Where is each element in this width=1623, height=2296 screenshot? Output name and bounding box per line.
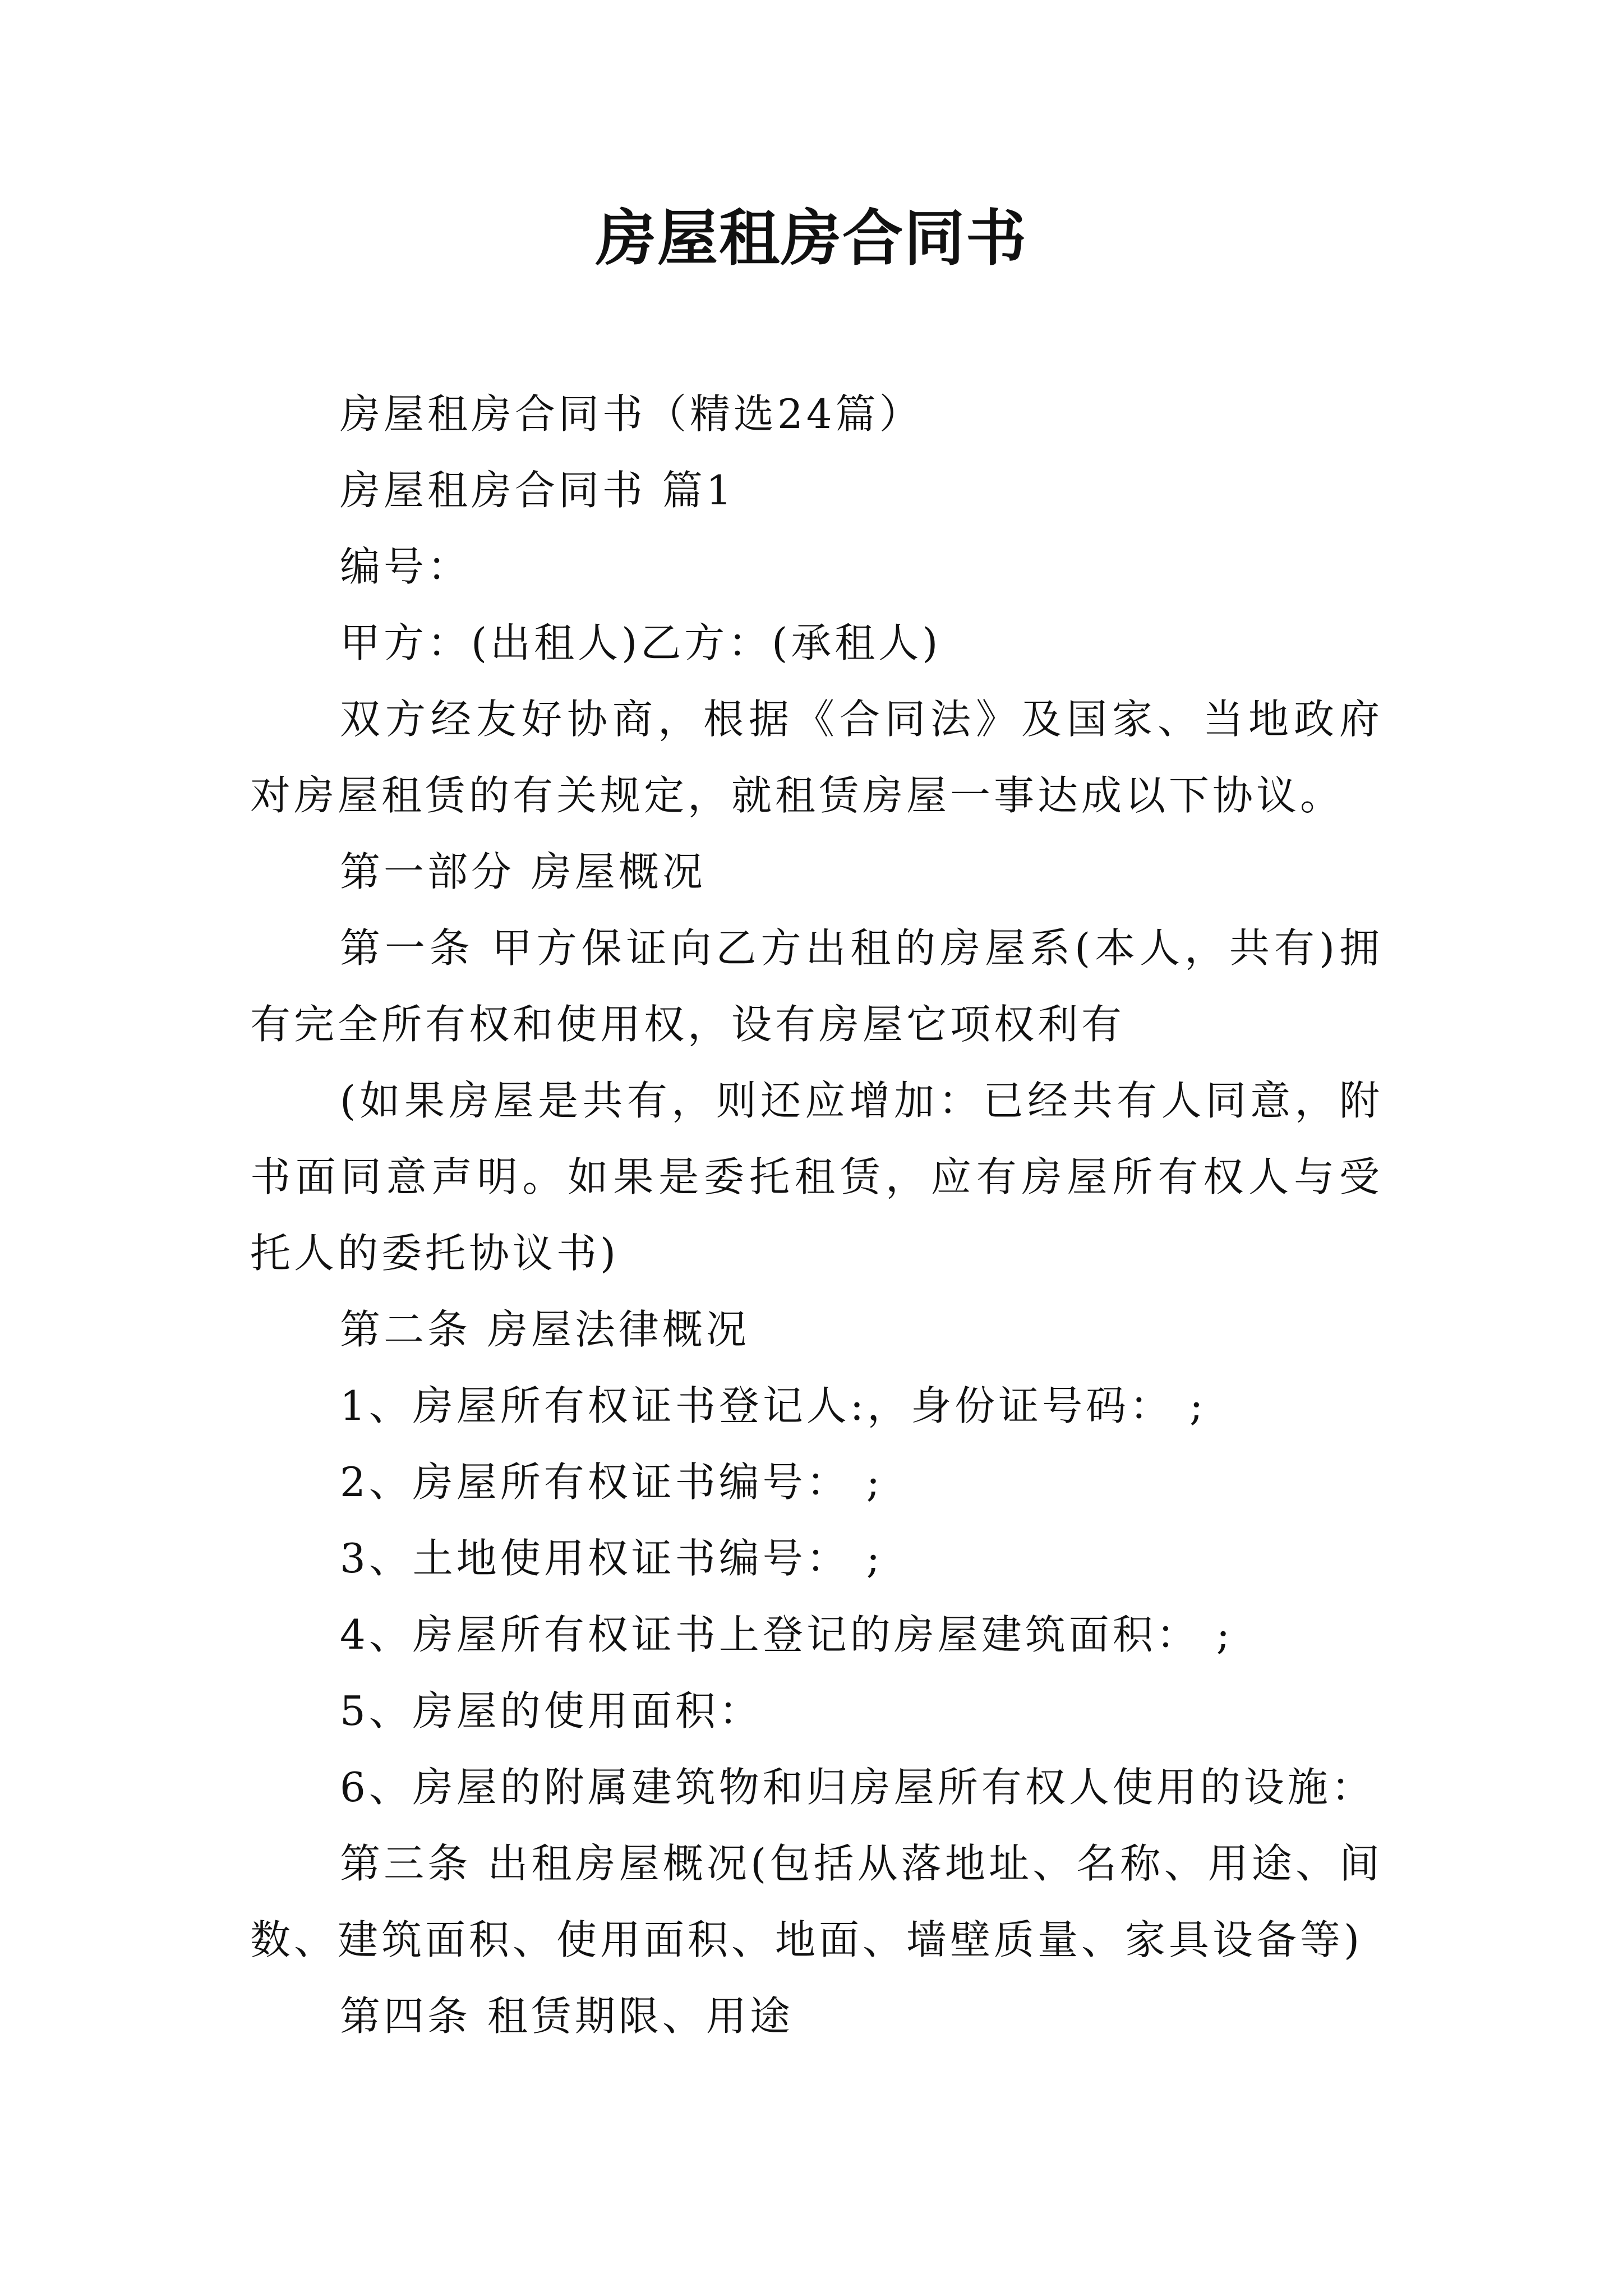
list-item: 3、土地使用权证书编号： ; <box>340 1535 883 1582</box>
subtitle-paragraph: 房屋租房合同书（精选24篇） <box>340 390 923 438</box>
part-heading: 第一部分 房屋概况 <box>340 848 706 895</box>
article-four-heading: 第四条 租赁期限、用途 <box>340 1993 794 2040</box>
article-one: 第一条 甲方保证向乙方出租的房屋系(本人，共有)拥有完全所有权和使用权，设有房屋它项权利有 <box>250 924 1383 1048</box>
list-item: 1、房屋所有权证书登记人:，身份证号码： ; <box>340 1382 1207 1429</box>
list-item: 5、房屋的使用面积： <box>340 1687 763 1734</box>
article-one-note: (如果房屋是共有，则还应增加：已经共有人同意，附书面同意声明。如果是委托租赁，应有房屋所有权人与受托人的委托协议书) <box>250 1077 1383 1277</box>
article-two-heading: 第二条 房屋法律概况 <box>340 1306 750 1353</box>
preamble-paragraph: 双方经友好协商，根据《合同法》及国家、当地政府对房屋租赁的有关规定，就租赁房屋一事达成以下协议。 <box>250 696 1383 819</box>
document-body <box>250 376 1383 2054</box>
article-three: 第三条 出租房屋概况(包括从落地址、名称、用途、间数、建筑面积、使用面积、地面、墙壁质量、家具设备等) <box>250 1840 1383 1963</box>
list-item: 2、房屋所有权证书编号： ; <box>340 1458 883 1506</box>
parties-line: 甲方：(出租人)乙方：(承租人) <box>340 619 942 666</box>
list-item: 4、房屋所有权证书上登记的房屋建筑面积： ; <box>340 1611 1233 1658</box>
section-heading: 房屋租房合同书 篇1 <box>340 467 735 514</box>
document-title: 房屋租房合同书 <box>595 203 1027 274</box>
contract-number-line: 编号： <box>340 543 472 590</box>
list-item: 6、房屋的附属建筑物和归房屋所有权人使用的设施： <box>340 1764 1375 1811</box>
